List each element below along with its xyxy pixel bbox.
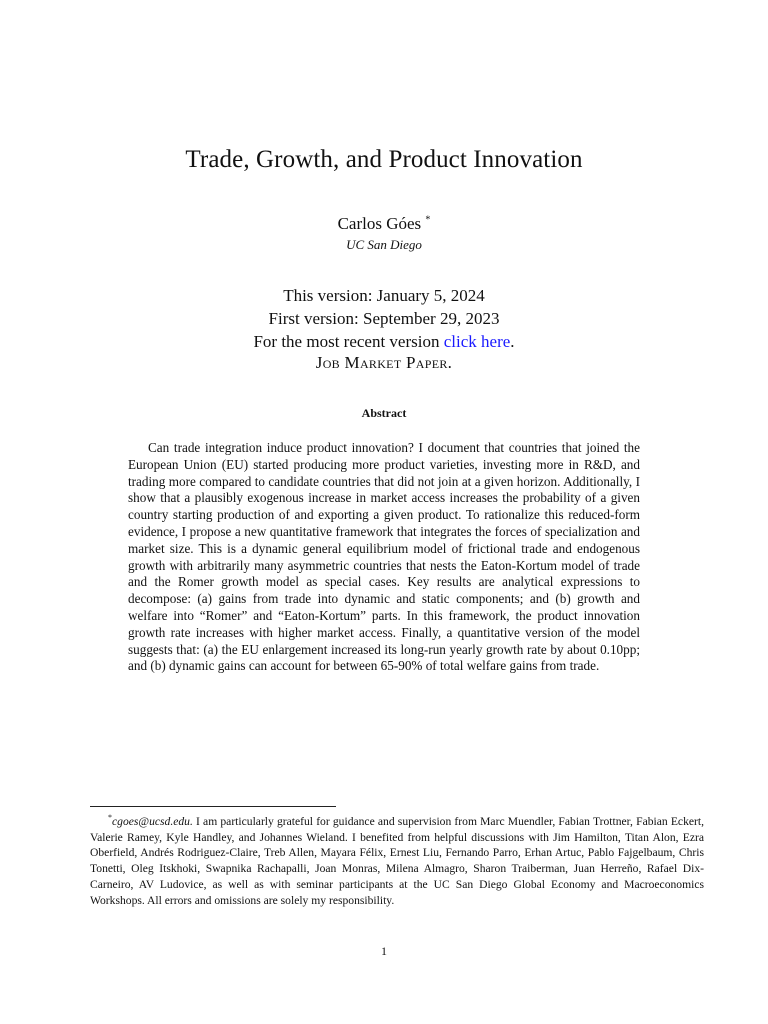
footnote-text: I am particularly grateful for guidance and supervision from Marc Muendler, Fabian Trottner, Fabian Eckert, Valerie Ramey, Kyle Handley, and Johannes Wieland. I benefited from helpful discussions with Jim Hamilton, Titan Alon, Ezra Oberfield, Andrés Rodriguez-Claire, Treb Allen, Mayara Félix, Ernest Liu, Fernando Parro, Erhan Artuc, Pablo Fajgelbaum, Chris Tonetti, Oleg Itskhoki, Swapnika Rachapalli, Joan Monras, Milena Almagro, Sharon Traiberman, Juan Herreño, Rafael Dix-Carneiro, AV Ludovice, as well as with seminar participants at the UC San Diego Global Economy and Macroeconomics Workshops. All errors and omissions are solely my responsibility. [90,814,704,907]
this-version: This version: January 5, 2024 [283,286,485,305]
author-footnote-marker[interactable]: * [425,214,431,226]
version-block [0,284,768,373]
paper-type: Job Market Paper. [315,353,453,372]
page-number: 1 [381,944,387,958]
footnote-marker: * [108,813,112,822]
recent-version-prefix: For the most recent version [253,332,444,351]
abstract-text: Can trade integration induce product innovation? I document that countries that joined the European Union (EU) started producing more product varieties, investing more in R&D, and trading more compared to candidate countries that did not join at a given horizon. Additionally, I show that a plausibly exogenous increase in market access increases the probability of a given country starting production of and exporting a given product. To rationalize this reduced-form evidence, I propose a new quantitative framework that integrates the forces of specialization and market size. This is a dynamic general equilibrium model of frictional trade and endogenous growth with arbitrarily many asymmetric countries that nests the Eaton-Kortum model of trade and the Romer growth model as special cases. Key results are analytical expressions to decompose: (a) gains from trade into dynamic and static components; and (b) growth and welfare into “Romer” and “Eaton-Kortum” parts. In this framework, the product innovation growth rate increases with higher market access. Finally, a quantitative version of the model suggests that: (a) the EU enlargement increased its long-run yearly growth rate by about 0.10pp; and (b) dynamic gains can account for between 65-90% of total welfare gains from trade. [128,440,640,674]
recent-version-link[interactable]: click here [443,332,511,351]
recent-version-suffix: . [510,332,515,351]
first-version: First version: September 29, 2023 [268,309,500,328]
footnote-email-link[interactable]: cgoes@ucsd.edu. [112,814,193,828]
author-name-text: Carlos Góes [337,214,422,233]
footnote [90,810,704,909]
author-affiliation: UC San Diego [346,237,422,252]
author-name [0,214,768,234]
footnote-rule [90,806,336,807]
paper-title: Trade, Growth, and Product Innovation [185,146,583,173]
recent-version-line [0,330,768,353]
abstract-heading: Abstract [361,406,407,420]
